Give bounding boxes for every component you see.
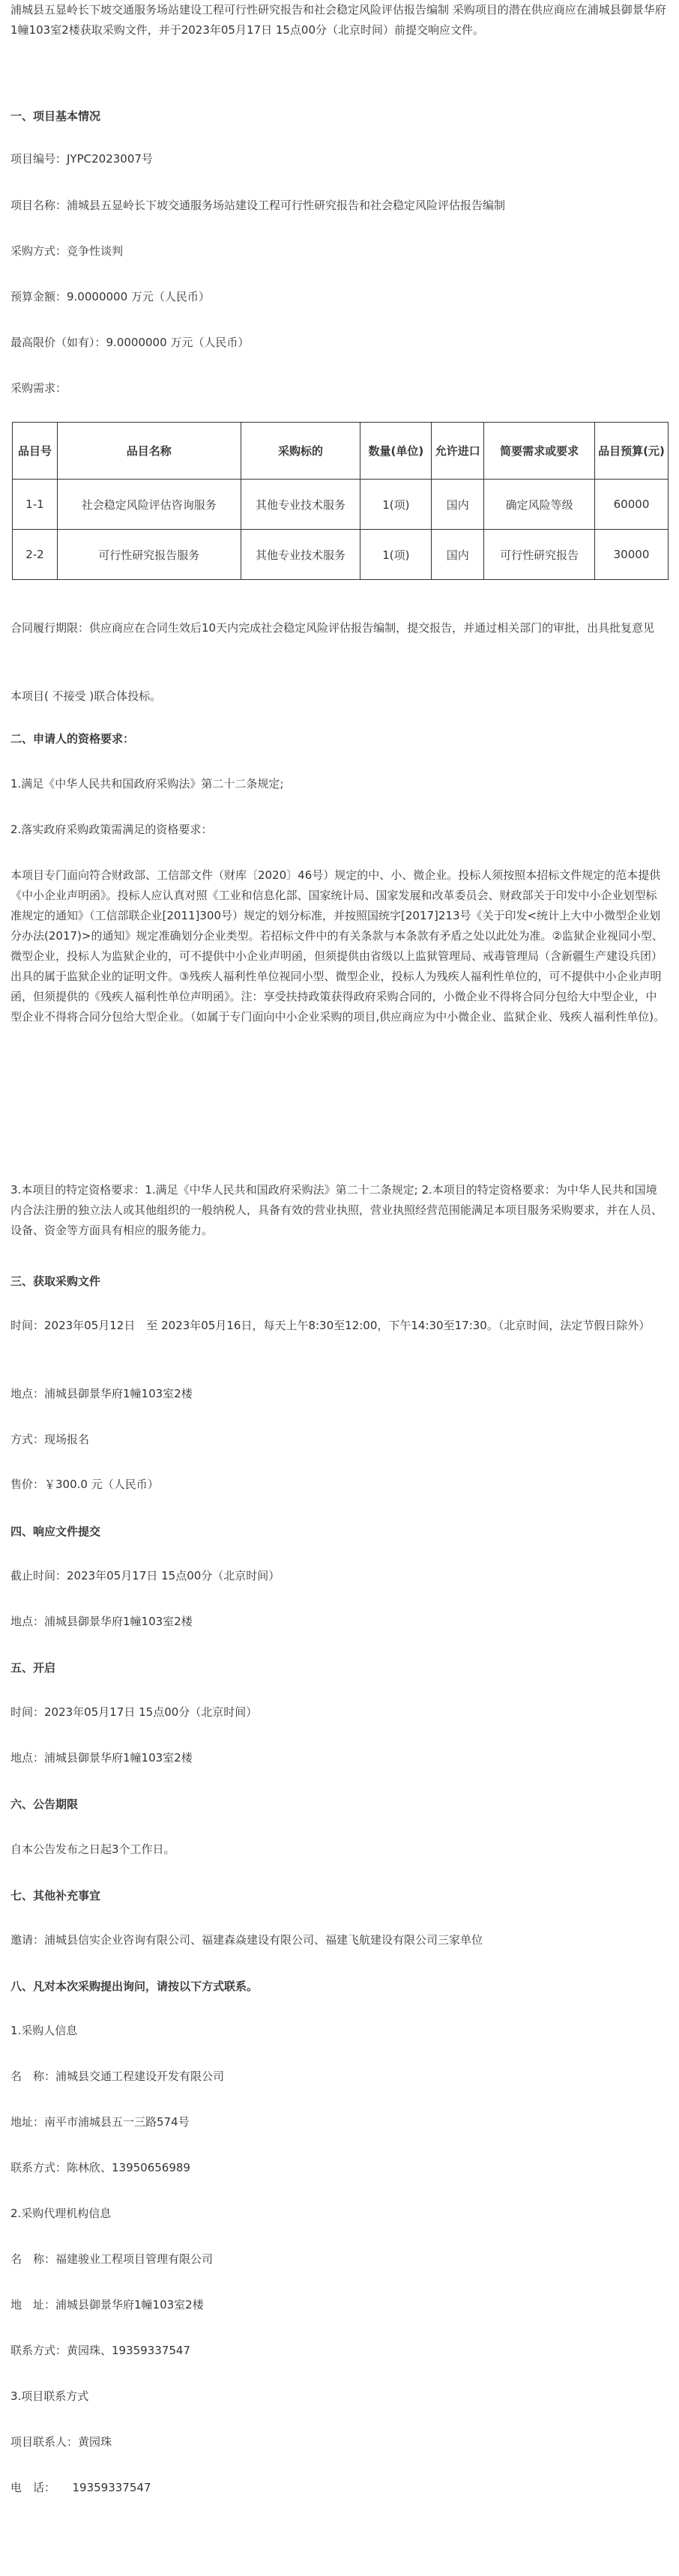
table-cell: 2-2 bbox=[13, 530, 58, 580]
table-header-cell: 品目号 bbox=[13, 423, 58, 480]
section-basic-info-heading: 一、项目基本情况 bbox=[10, 109, 101, 123]
agency-info-title: 2.采购代理机构信息 bbox=[10, 2207, 112, 2220]
table-row bbox=[13, 530, 669, 580]
qualification-item-3: 3.本项目的特定资格要求：1.满足《中华人民共和国政府采购法》第二十二条规定; 2.本项目的特定资格要求：为中华人民共和国境内合法注册的独立法人或其他组织的一般纳税人，具备有效的营业执照，营业执照经营范围能满足本项目服务采购要求，并在人员、设备、资金等方面具有相应的服务能力。 bbox=[10, 1183, 663, 1237]
agency-contact: 联系方式：黄园珠、19359337547 bbox=[10, 2344, 190, 2357]
agency-name: 名 称：福建骏业工程项目管理有限公司 bbox=[10, 2252, 214, 2266]
table-cell: 其他专业技术服务 bbox=[241, 480, 360, 530]
section-contact-heading: 八、凡对本次采购提出询问，请按以下方式联系。 bbox=[10, 1980, 259, 1993]
table-cell: 国内 bbox=[432, 480, 484, 530]
table-header-cell: 品目预算(元) bbox=[595, 423, 669, 480]
table-header-cell: 允许进口 bbox=[432, 423, 484, 480]
table-cell: 1(项) bbox=[360, 480, 432, 530]
table-row bbox=[13, 480, 669, 530]
buyer-contact: 联系方式：陈林欣、13950656989 bbox=[10, 2161, 190, 2174]
notice-period-text: 自本公告发布之日起3个工作日。 bbox=[10, 1842, 175, 1856]
section-supplementary-heading: 七、其他补充事宜 bbox=[10, 1889, 101, 1902]
document-price: 售价：￥300.0 元（人民币） bbox=[10, 1478, 159, 1491]
section-obtain-docs-heading: 三、获取采购文件 bbox=[10, 1275, 101, 1288]
table-cell: 确定风险等级 bbox=[484, 480, 595, 530]
section-submission-heading: 四、响应文件提交 bbox=[10, 1525, 101, 1538]
submission-place: 地点：浦城县御景华府1幢103室2楼 bbox=[10, 1615, 193, 1628]
contract-term: 合同履行期限：供应商应在合同生效后10天内完成社会稳定风险评估报告编制，提交报告，并通过相关部门的审批，出具批复意见 bbox=[10, 621, 655, 635]
table-cell: 其他专业技术服务 bbox=[241, 530, 360, 580]
project-contact-person: 项目联系人：黄园珠 bbox=[10, 2435, 112, 2449]
budget-amount: 预算金额：9.0000000 万元（人民币） bbox=[10, 290, 210, 303]
table-cell: 可行性研究报告 bbox=[484, 530, 595, 580]
joint-bid-note: 本项目( 不接受 )联合体投标。 bbox=[10, 689, 162, 703]
agency-address: 地 址：浦城县御景华府1幢103室2楼 bbox=[10, 2298, 204, 2312]
table-header-cell: 品目名称 bbox=[57, 423, 241, 480]
section-notice-period-heading: 六、公告期限 bbox=[10, 1798, 79, 1811]
table-cell: 1-1 bbox=[13, 480, 58, 530]
table-cell: 社会稳定风险评估咨询服务 bbox=[57, 480, 241, 530]
section-opening-heading: 五、开启 bbox=[10, 1661, 56, 1675]
intro-paragraph: 浦城县五显岭长下坡交通服务场站建设工程可行性研究报告和社会稳定风险评估报告编制 采购项目的潜在供应商应在浦城县御景华府1幢103室2楼获取采购文件，并于2023年05月17日 15点00分（北京时间）前提交响应文件。 bbox=[10, 3, 666, 37]
table-header-cell: 简要需求或要求 bbox=[484, 423, 595, 480]
invitation-text: 邀请：浦城县信实企业咨询有限公司、福建森焱建设有限公司、福建飞航建设有限公司三家单位 bbox=[10, 1933, 483, 1947]
table-header-row bbox=[13, 423, 669, 480]
procurement-table bbox=[12, 422, 669, 580]
obtain-method: 方式：现场报名 bbox=[10, 1433, 90, 1446]
obtain-place: 地点：浦城县御景华府1幢103室2楼 bbox=[10, 1387, 193, 1400]
submission-deadline: 截止时间：2023年05月17日 15点00分（北京时间） bbox=[10, 1569, 280, 1582]
table-cell: 国内 bbox=[432, 530, 484, 580]
table-cell: 1(项) bbox=[360, 530, 432, 580]
buyer-address: 地址：南平市浦城县五一三路574号 bbox=[10, 2115, 190, 2129]
procurement-method: 采购方式：竞争性谈判 bbox=[10, 244, 124, 258]
buyer-info-title: 1.采购人信息 bbox=[10, 2024, 78, 2037]
qualification-item-1: 1.满足《中华人民共和国政府采购法》第二十二条规定; bbox=[10, 777, 284, 790]
max-price: 最高限价（如有）：9.0000000 万元（人民币） bbox=[10, 336, 250, 349]
project-name: 项目名称：浦城县五显岭长下坡交通服务场站建设工程可行性研究报告和社会稳定风险评估报告编制 bbox=[10, 199, 506, 212]
section-qualification-heading: 二、申请人的资格要求： bbox=[10, 732, 135, 746]
table-cell: 30000 bbox=[595, 530, 669, 580]
buyer-name: 名 称：浦城县交通工程建设开发有限公司 bbox=[10, 2069, 225, 2083]
project-contact-title: 3.项目联系方式 bbox=[10, 2389, 89, 2403]
table-cell: 60000 bbox=[595, 480, 669, 530]
demand-label: 采购需求： bbox=[10, 381, 67, 395]
project-contact-phone: 电 话： 19359337547 bbox=[10, 2481, 151, 2494]
table-header-cell: 采购标的 bbox=[241, 423, 360, 480]
table-cell: 可行性研究报告服务 bbox=[57, 530, 241, 580]
project-number: 项目编号：JYPC2023007号 bbox=[10, 152, 153, 166]
opening-place: 地点：浦城县御景华府1幢103室2楼 bbox=[10, 1751, 193, 1765]
table-header-cell: 数量(单位) bbox=[360, 423, 432, 480]
opening-time: 时间：2023年05月17日 15点00分（北京时间） bbox=[10, 1705, 258, 1719]
qualification-item-2: 2.落实政府采购政策需满足的资格要求： bbox=[10, 823, 213, 836]
obtain-time: 时间：2023年05月12日 至 2023年05月16日，每天上午8:30至12:00，下午14:30至17:30。（北京时间，法定节假日除外） bbox=[10, 1319, 651, 1332]
sme-policy-paragraph: 本项目专门面向符合财政部、工信部文件（财库〔2020〕46号）规定的中、小、微企业。投标人须按照本招标文件规定的范本提供《中小企业声明函》。投标人应认真对照《工业和信息化部、国家统计局、国家发展和改革委员会、财政部关于印发中小企业划型标准规定的通知》（工信部联企业[2011]300号）规定的划分标准，并按照国统字[2017]213号《关于印发<统计上大中小微型企业划分办法(2017)>的通知》规定准确划分企业类型。若招标文件中的有关条款与本条款有矛盾之处以此处为准。②监狱企业视同小型、微型企业，投标人为监狱企业的，可不提供中小企业声明函，但须提供由省级以上监狱管理局、戒毒管理局（含新疆生产建设兵团）出具的属于监狱企业的证明文件。③残疾人福利性单位视同小型、微型企业，投标人为残疾人福利性单位的，可不提供中小企业声明函，但须提供的《残疾人福利性单位声明函》。注：享受扶持政策获得政府采购合同的，小微企业不得将合同分包给大中型企业，中型企业不得将合同分包给大型企业。（如属于专门面向中小企业采购的项目,供应商应为中小微企业、监狱企业、残疾人福利性单位)。 bbox=[10, 868, 666, 1024]
